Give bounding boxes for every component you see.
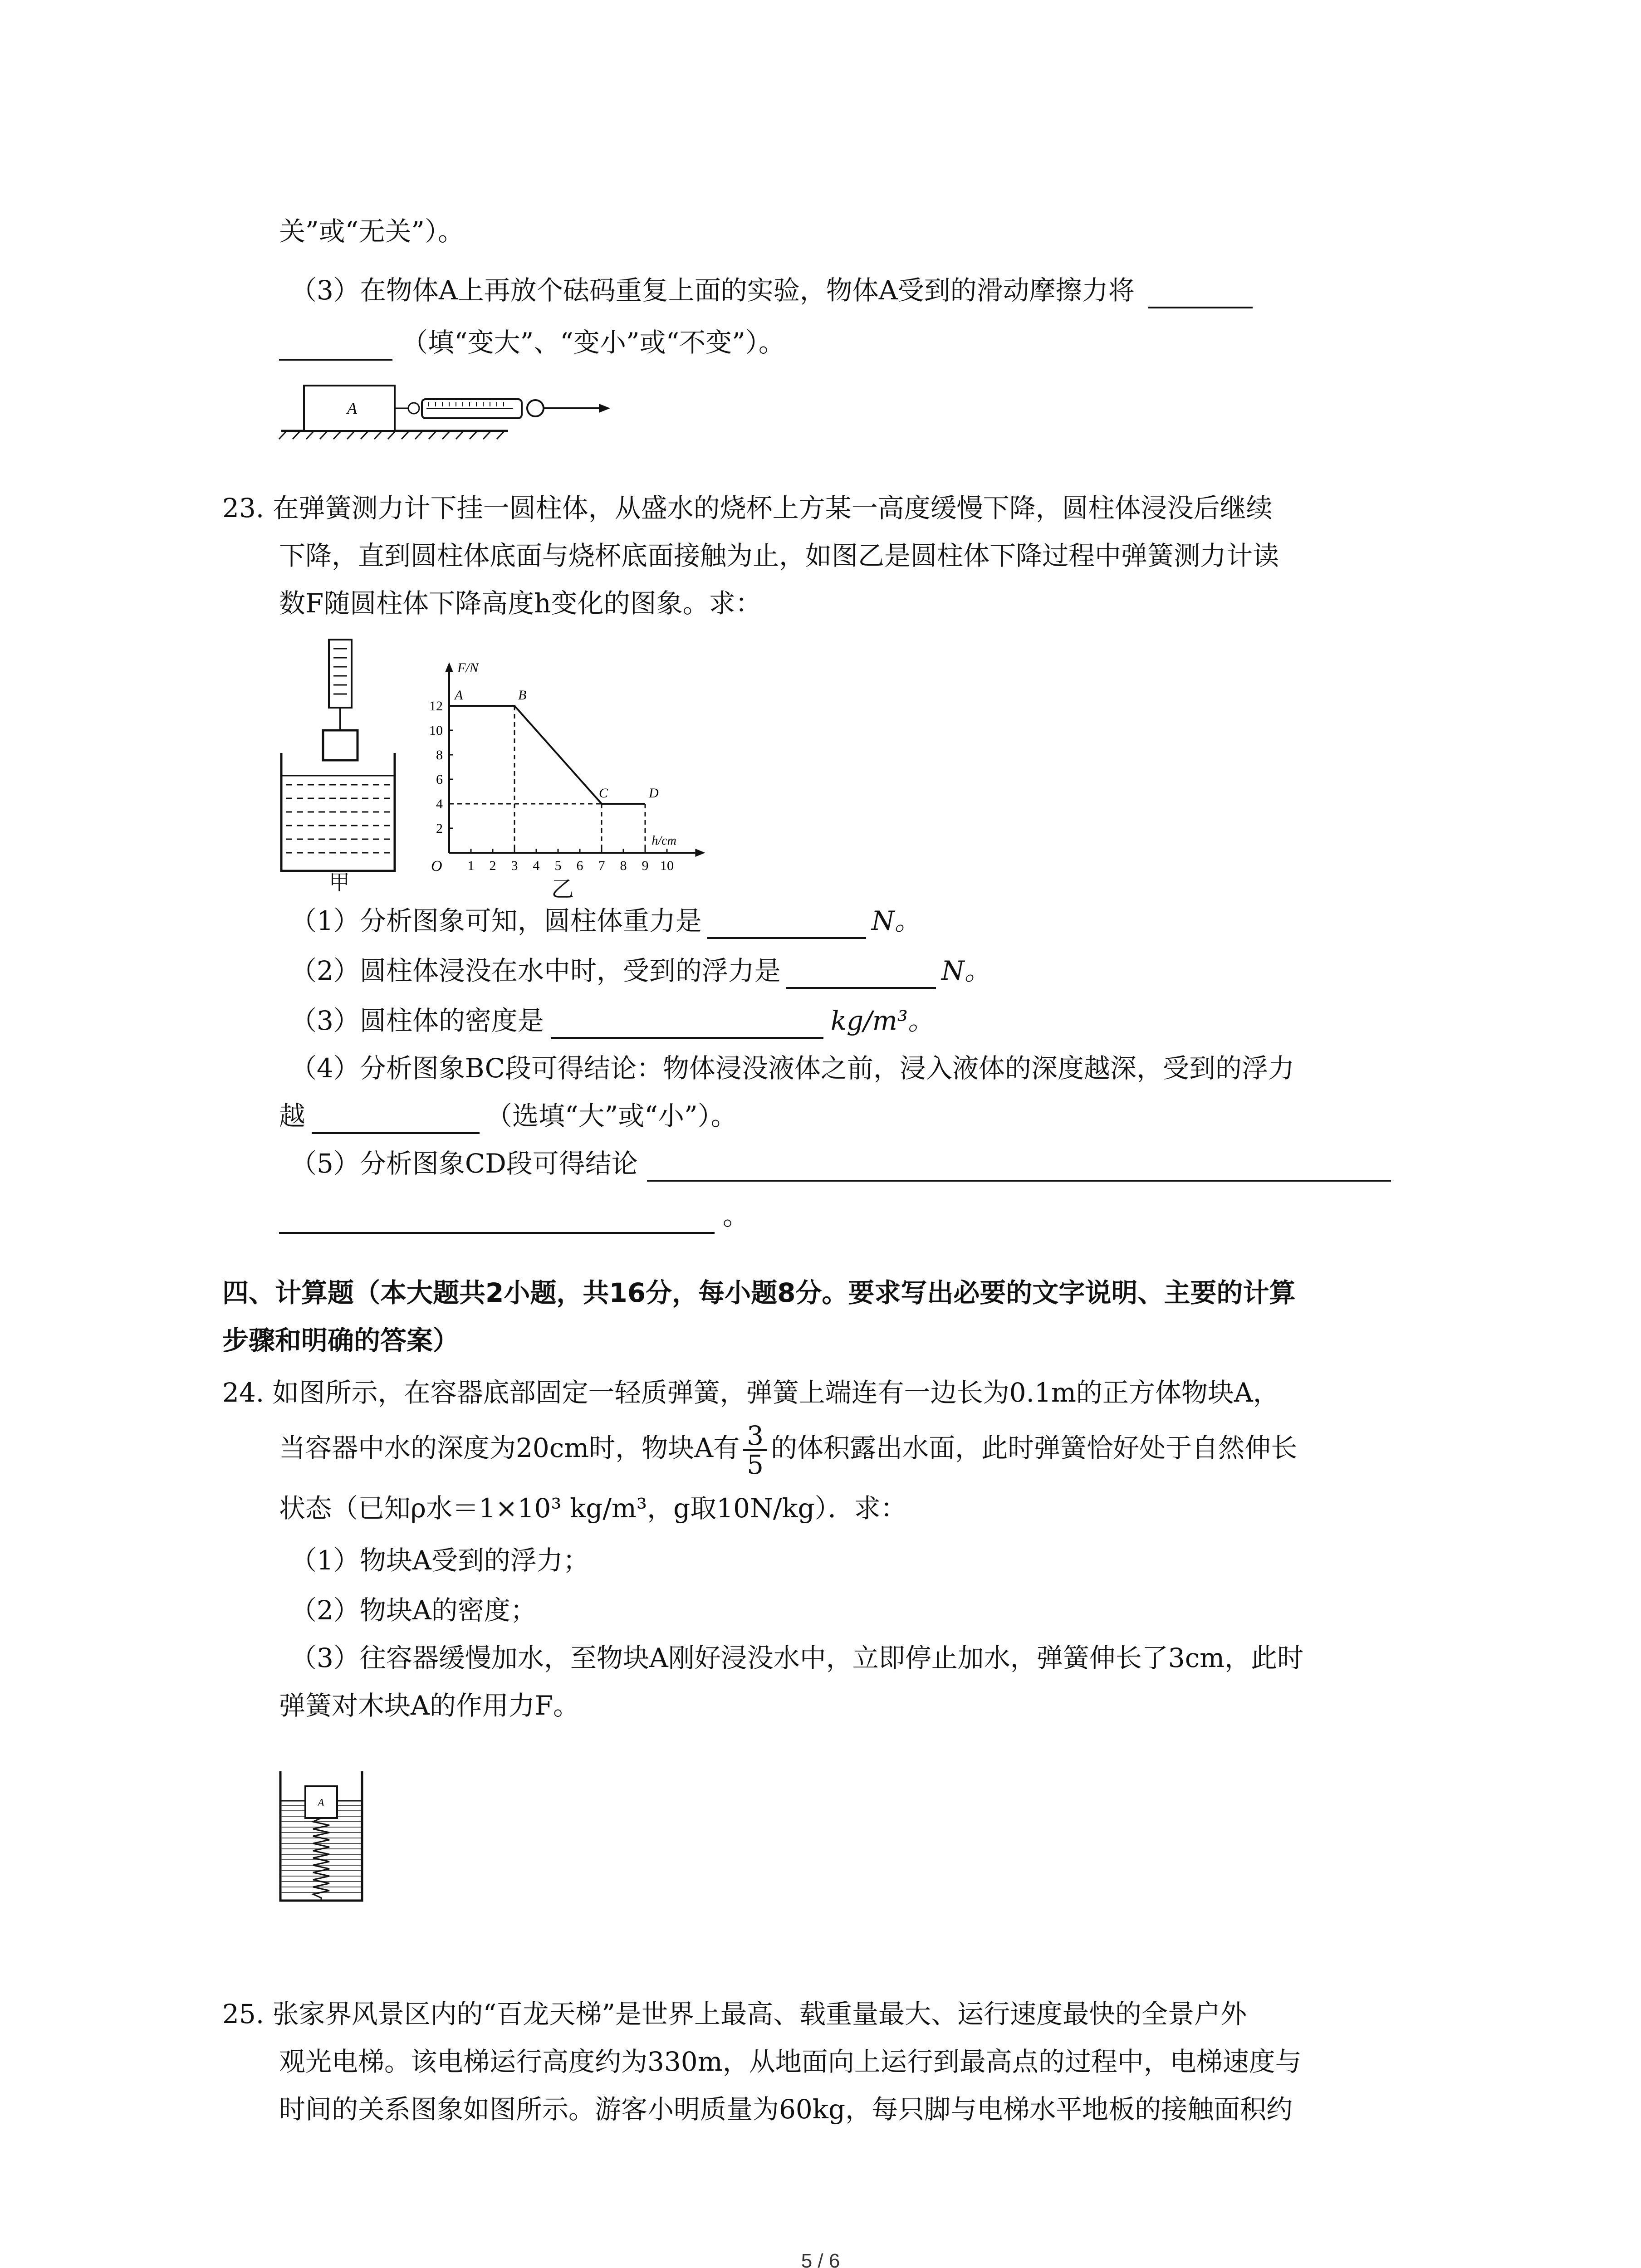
q23-part5-cont: 。 — [279, 1198, 749, 1234]
cylinder — [323, 730, 358, 760]
y-axis-label: F/N — [457, 660, 479, 675]
q24-part2: （2）物块A的密度； — [290, 1595, 537, 1626]
f-h-series-line — [449, 706, 645, 804]
y-axis-arrow — [445, 662, 453, 672]
spring-scale-body — [329, 640, 352, 708]
x-tick-label: 8 — [620, 858, 627, 873]
y-tick-label: 8 — [436, 748, 443, 763]
q22-tail: 关”或“无关”）。 — [279, 216, 464, 247]
fraction-3-5: $\frac{3}{5}$ — [743, 1422, 767, 1478]
q23-part4b: 越 （选填“大”或“小”）。 — [279, 1098, 737, 1134]
q22-blank-3b[interactable] — [279, 331, 392, 361]
x-tick-label: 7 — [598, 858, 605, 873]
page-number: 5 / 6 — [801, 2250, 840, 2268]
q23-blank-5b[interactable] — [279, 1204, 715, 1234]
q23-blank-2[interactable] — [786, 959, 936, 989]
q23-blank-1[interactable] — [707, 909, 866, 939]
point-label-c: C — [599, 786, 608, 801]
q24-line3: 状态（已知ρ水＝1×10³ kg/m³，g取10N/kg）．求： — [279, 1493, 907, 1524]
section4-heading-l1: 四、计算题（本大题共2小题，共16分，每小题8分。要求写出必要的文字说明、主要的计算 — [222, 1277, 1296, 1308]
point-label-d: D — [649, 786, 659, 801]
q23-blank-3[interactable] — [551, 1009, 823, 1039]
q24-part3a: （3）往容器缓慢加水，至物块A刚好浸没水中，立即停止加水，弹簧伸长了3cm，此时 — [290, 1642, 1304, 1673]
q23-blank-4[interactable] — [312, 1104, 480, 1134]
q22-blank-3a[interactable] — [1148, 279, 1253, 308]
x-tick-label: 9 — [642, 858, 649, 873]
section4-heading-l2: 步骤和明确的答案） — [222, 1325, 460, 1356]
ground-hatching — [279, 432, 504, 439]
x-tick-label: 5 — [554, 858, 562, 873]
y-tick-label: 2 — [436, 821, 443, 836]
q25-line2: 观光电梯。该电梯运行高度约为330m，从地面向上运行到最高点的过程中，电梯速度与 — [279, 2046, 1302, 2077]
y-tick-label: 4 — [436, 797, 443, 811]
q23-blank-5a[interactable] — [647, 1152, 1391, 1182]
y-tick-label: 10 — [429, 723, 443, 738]
x-axis-label: h/cm — [652, 834, 676, 848]
q22-part3-cont: （填“变大”、“变小”或“不变”）。 — [279, 324, 785, 361]
x-tick-label: 10 — [660, 858, 674, 873]
point-label-a: A — [455, 688, 463, 703]
q22-part3: （3）在物体A上再放个砝码重复上面的实验，物体A受到的滑动摩擦力将 — [290, 272, 1253, 308]
q24-line1: 24. 如图所示，在容器底部固定一轻质弹簧，弹簧上端连有一边长为0.1m的正方体物块A， — [222, 1377, 1279, 1408]
q23-part2: （2）圆柱体浸没在水中时，受到的浮力是 N。 — [290, 953, 991, 989]
fig-jia-label: 甲 — [329, 870, 350, 894]
q23-line2: 下降，直到圆柱体底面与烧杯底面接触为止，如图乙是圆柱体下降过程中弹簧测力计读 — [279, 540, 1279, 571]
origin-label: O — [431, 858, 442, 875]
x-axis-arrow — [695, 849, 705, 857]
fig-yi-label: 乙 — [551, 876, 574, 902]
x-tick-label: 2 — [489, 858, 496, 873]
q23-part3: （3）圆柱体的密度是 kg/m³。 — [290, 1002, 934, 1039]
x-tick-label: 6 — [576, 858, 583, 873]
x-tick-label: 1 — [467, 858, 475, 873]
q23-line1: 23. 在弹簧测力计下挂一圆柱体，从盛水的烧杯上方某一高度缓慢下降，圆柱体浸没后继续 — [222, 493, 1273, 523]
q24-part3b: 弹簧对木块A的作用力F。 — [279, 1690, 580, 1721]
x-tick-label: 3 — [511, 858, 518, 873]
q25-line1: 25. 张家界风景区内的“百龙天梯”是世界上最高、载重量最大、运行速度最快的全景户外 — [222, 1999, 1247, 2029]
q24-figure — [277, 1769, 367, 1905]
y-tick-label: 12 — [429, 699, 443, 714]
q23-part1: （1）分析图象可知，圆柱体重力是 N。 — [290, 903, 921, 939]
q22-figure — [272, 363, 626, 440]
q24-part1: （1）物块A受到的浮力； — [290, 1545, 589, 1576]
q23-figure-jia — [272, 635, 408, 889]
q23-part5: （5）分析图象CD段可得结论 — [290, 1145, 1391, 1182]
point-label-b: B — [518, 688, 527, 703]
q23-chart — [408, 631, 753, 898]
q23-part4a: （4）分析图象BC段可得结论：物体浸没液体之前，浸入液体的深度越深，受到的浮力 — [290, 1053, 1294, 1084]
q23-line3: 数F随圆柱体下降高度h变化的图象。求： — [279, 588, 762, 619]
q25-line3: 时间的关系图象如图所示。游客小明质量为60kg，每只脚与电梯水平地板的接触面积约 — [279, 2094, 1293, 2125]
block-a-label: A — [347, 399, 357, 417]
water — [286, 785, 391, 853]
y-tick-label: 6 — [436, 772, 443, 787]
block-a-label: A — [318, 1797, 324, 1809]
x-tick-label: 4 — [533, 858, 540, 873]
q24-line2: 当容器中水的深度为20cm时，物块A有 $\frac{3}{5}$ 的体积露出水面，此时弹簧恰好处于自然伸长 — [279, 1420, 1298, 1480]
